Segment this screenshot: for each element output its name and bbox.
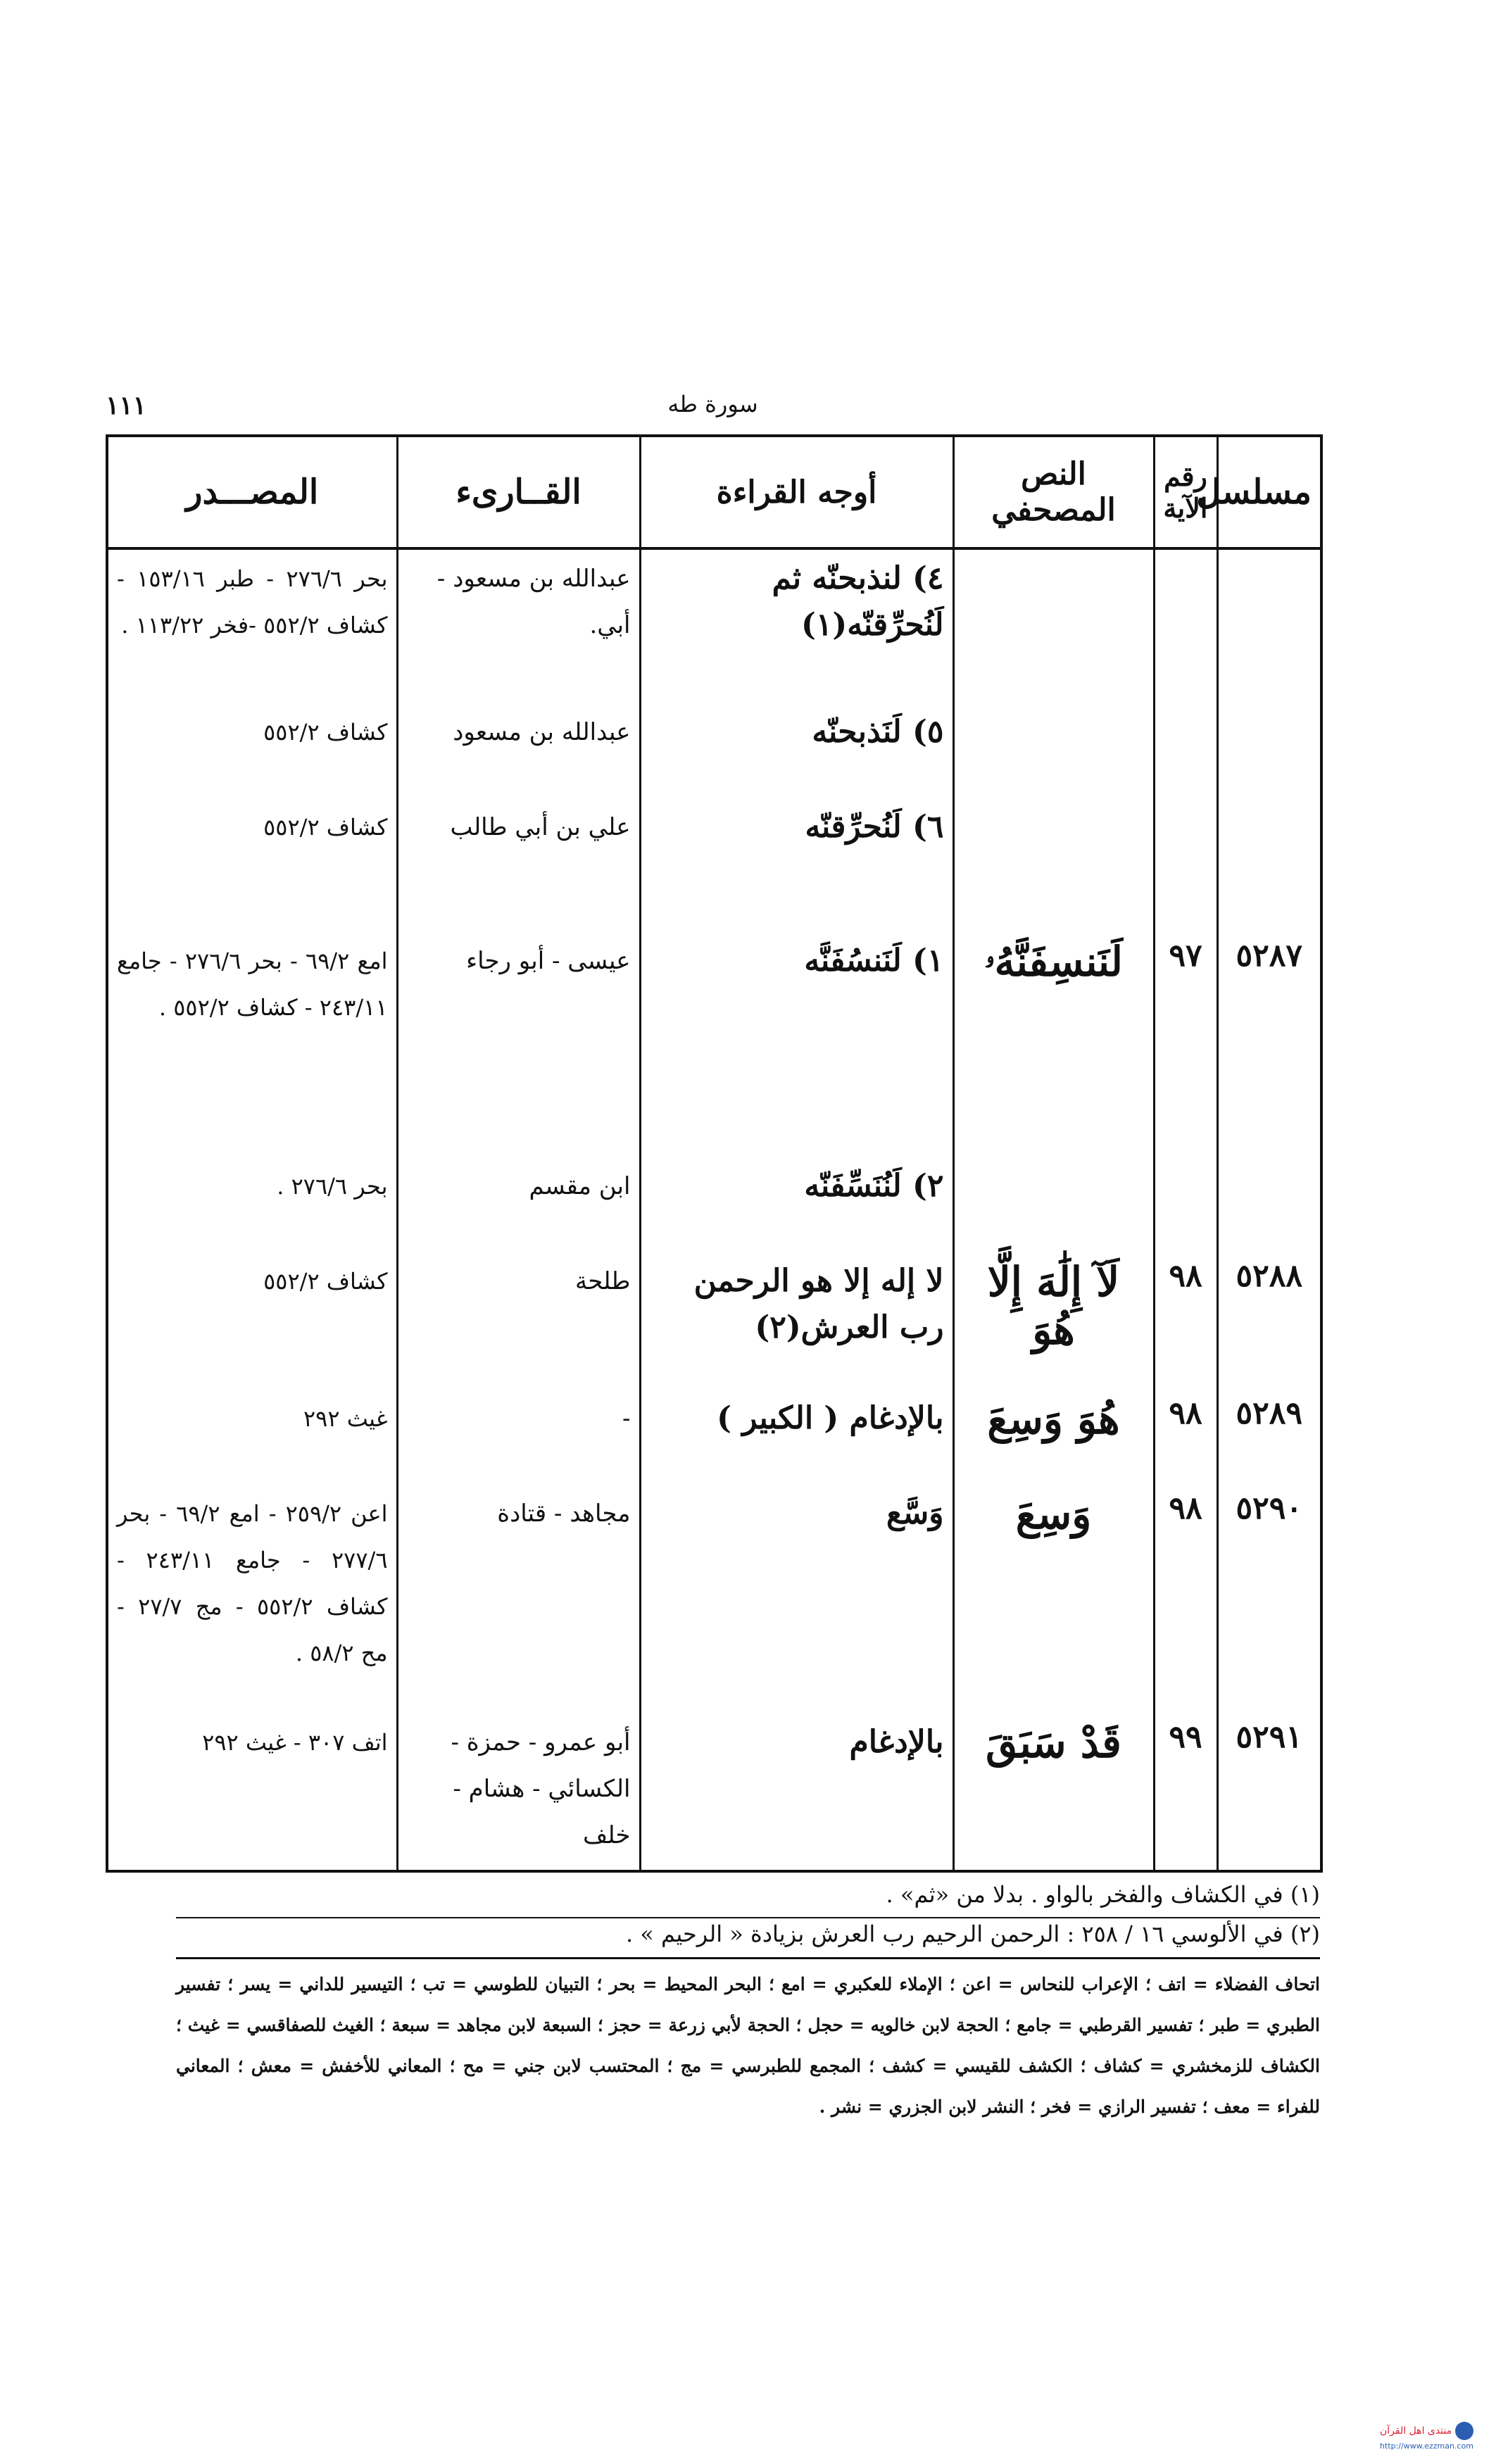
serial-cell: ٥٢٨٩: [1217, 1390, 1321, 1485]
reading-cell: ٢) لَنُنَسِّفَنّه: [640, 1157, 953, 1252]
reading-cell: ٥) لَنَذبحنّه: [640, 703, 953, 798]
watermark-logo: [1380, 2422, 1473, 2451]
col-header-reading: أوجه القراءة: [640, 436, 953, 548]
surah-title: سورة طه: [667, 391, 758, 417]
table-row: [107, 798, 1321, 932]
source-cell: اتف ٣٠٧ - غيث ٢٩٢: [107, 1714, 397, 1871]
source-cell: غيث ٢٩٢: [107, 1390, 397, 1485]
serial-cell: ٥٢٩٠: [1217, 1485, 1321, 1714]
serial-cell: [1217, 798, 1321, 932]
reader-cell: عبدالله بن مسعود: [397, 703, 640, 798]
mushaf-cell: لَنَنسِفَنَّهُۥ: [953, 932, 1154, 1157]
source-cell: بحر ٢٧٦/٦ .: [107, 1157, 397, 1252]
ayah-cell: ٩٨: [1154, 1390, 1217, 1485]
serial-cell: [1217, 703, 1321, 798]
watermark-site-name: منتدى اهل القرآن: [1380, 2425, 1452, 2437]
source-cell: بحر ٢٧٦/٦ - طبر ١٥٣/١٦ - كشاف ٥٥٢/٢ -فخر ١١٣/٢٢ .: [107, 548, 397, 703]
reading-cell: لا إله إلا هو الرحمن رب العرش(٢): [640, 1252, 953, 1390]
ayah-cell: ٩٩: [1154, 1714, 1217, 1871]
abbreviations-key: اتحاف الفضلاء = اتف ؛ الإعراب للنحاس = اعن ؛ الإملاء للعكبري = امع ؛ البحر المحيط = بحر ؛ التبيان للطوسي = تب ؛ التيسير للداني = يسر ؛ تفسير الطبري = طبر ؛ تفسير القرطبي = جامع ؛ الحجة لابن خالويه = حجل ؛ الحجة لأبي زرعة = حجز ؛ السبعة لابن مجاهد = سبعة ؛ الغيث للصفاقسي = غيث ؛ الكشاف للزمخشري = كشاف ؛ الكشف للقيسي = كشف ؛ المجمع للطبرسي = مج ؛ المحتسب لابن جني = مح ؛ المعاني للأخفش = معش ؛ المعاني للفراء = معف ؛ تفسير الرازي = فخر ؛ النشر لابن الجزري = نشر .: [176, 1974, 1320, 2117]
serial-cell: ٥٢٩١: [1217, 1714, 1321, 1871]
globe-icon: [1455, 2422, 1473, 2440]
table-row: [107, 703, 1321, 798]
mushaf-cell: [953, 798, 1154, 932]
reader-cell: عيسى - أبو رجاء: [397, 932, 640, 1157]
ayah-cell: [1154, 798, 1217, 932]
table-header-row: [107, 436, 1321, 548]
mushaf-cell: [953, 703, 1154, 798]
serial-cell: [1217, 1157, 1321, 1252]
col-header-reader: القــارىء: [397, 436, 640, 548]
reader-cell: عبدالله بن مسعود - أبي.: [397, 548, 640, 703]
abbreviations-divider: [176, 1957, 1320, 1959]
table-row: [107, 548, 1321, 703]
footnote-1: (١) في الكشاف والفخر بالواو . بدلا من «ثم» .: [886, 1881, 1320, 1908]
ayah-cell: ٩٧: [1154, 932, 1217, 1157]
mushaf-cell: وَسِعَ: [953, 1485, 1154, 1714]
page-header: [106, 391, 1320, 419]
reading-cell: وَسَّع: [640, 1485, 953, 1714]
reader-cell: مجاهد - قتادة: [397, 1485, 640, 1714]
serial-cell: [1217, 548, 1321, 703]
source-cell: كشاف ٥٥٢/٢: [107, 798, 397, 932]
col-header-serial: مسلسل: [1217, 436, 1321, 548]
mushaf-cell: [953, 1157, 1154, 1252]
ayah-cell: [1154, 1157, 1217, 1252]
source-cell: كشاف ٥٥٢/٢: [107, 703, 397, 798]
reading-cell: ٤) لنذبحنّه ثم لَنُحرِّقنّه(١): [640, 548, 953, 703]
col-header-ayah: رقم الآية: [1154, 436, 1217, 548]
mushaf-cell: [953, 548, 1154, 703]
source-cell: كشاف ٥٥٢/٢: [107, 1252, 397, 1390]
reading-cell: ١) لَنَنسُفَنَّه: [640, 932, 953, 1157]
page-number: ١١١: [106, 391, 147, 420]
mushaf-cell: لَآ إِلَٰهَ إِلَّا هُوَ: [953, 1252, 1154, 1390]
ayah-cell: [1154, 703, 1217, 798]
serial-cell: ٥٢٨٨: [1217, 1252, 1321, 1390]
ayah-cell: ٩٨: [1154, 1252, 1217, 1390]
watermark-url: http://www.ezzman.com: [1380, 2441, 1473, 2451]
mushaf-cell: قَدْ سَبَقَ: [953, 1714, 1154, 1871]
mushaf-cell: هُوَ وَسِعَ: [953, 1390, 1154, 1485]
reading-cell: بالإدغام: [640, 1714, 953, 1871]
ayah-cell: ٩٨: [1154, 1485, 1217, 1714]
footnote-2: (٢) في الألوسي ١٦ / ٢٥٨ : الرحمن الرحيم رب العرش بزيادة « الرحيم » .: [625, 1921, 1320, 1947]
table-row: [107, 1390, 1321, 1485]
reader-cell: ابن مقسم: [397, 1157, 640, 1252]
table-row: [107, 1485, 1321, 1714]
table-row: [107, 1157, 1321, 1252]
reader-cell: -: [397, 1390, 640, 1485]
footnote-divider: [176, 1917, 1320, 1918]
table-row: [107, 1714, 1321, 1871]
serial-cell: ٥٢٨٧: [1217, 932, 1321, 1157]
source-cell: امع ٦٩/٢ - بحر ٢٧٦/٦ - جامع ٢٤٣/١١ - كشاف ٥٥٢/٢ .: [107, 932, 397, 1157]
reader-cell: علي بن أبي طالب: [397, 798, 640, 932]
reading-cell: ٦) لَنُحرِّقنّه: [640, 798, 953, 932]
table-row: [107, 1252, 1321, 1390]
table-row: [107, 932, 1321, 1157]
col-header-source: المصـــدر: [107, 436, 397, 548]
readings-table: [106, 434, 1323, 1873]
reader-cell: أبو عمرو - حمزة - الكسائي - هشام - خلف: [397, 1714, 640, 1871]
col-header-mushaf: النص المصحفي: [953, 436, 1154, 548]
ayah-cell: [1154, 548, 1217, 703]
source-cell: اعن ٢٥٩/٢ - امع ٦٩/٢ - بحر ٢٧٧/٦ - جامع ٢٤٣/١١ - كشاف ٥٥٢/٢ - مج ٢٧/٧ - مح ٥٨/٢ .: [107, 1485, 397, 1714]
reader-cell: طلحة: [397, 1252, 640, 1390]
reading-cell: بالإدغام ( الكبير ): [640, 1390, 953, 1485]
